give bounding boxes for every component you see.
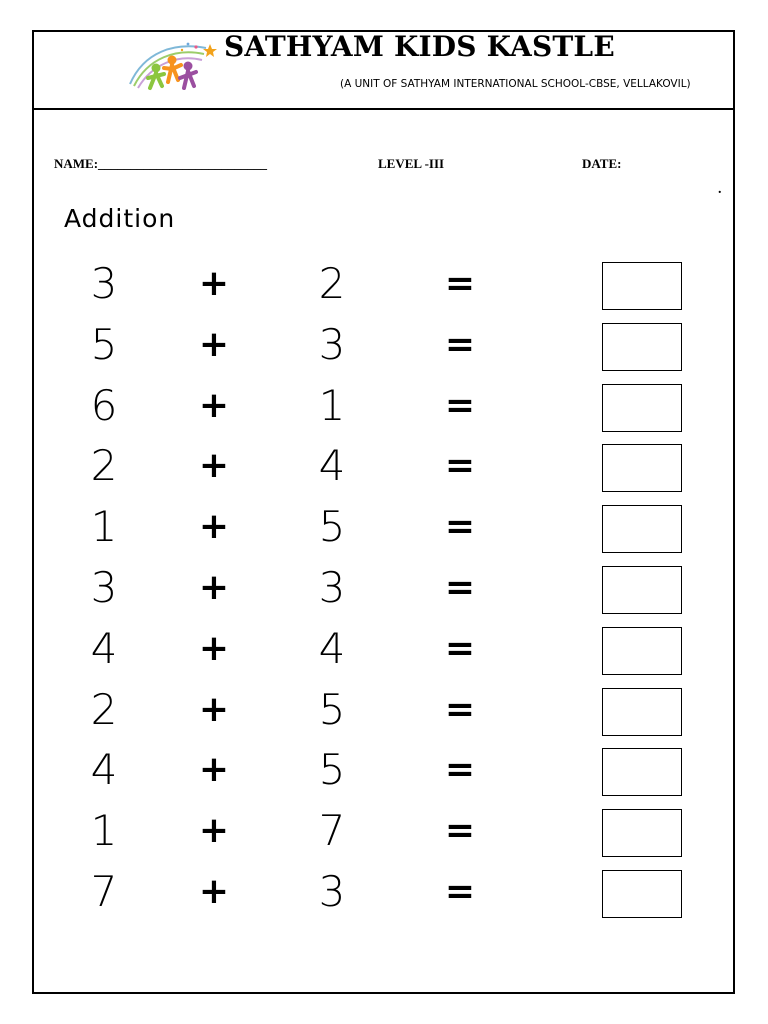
second-addend: 7 <box>318 806 346 856</box>
worksheet-page <box>32 30 735 994</box>
level-label: LEVEL -III <box>378 156 445 171</box>
first-addend: 3 <box>90 562 118 612</box>
plus-sign: + <box>198 566 230 608</box>
answer-box[interactable] <box>602 505 682 553</box>
answer-box[interactable] <box>602 323 682 371</box>
second-addend: 4 <box>318 441 346 491</box>
second-addend: 3 <box>318 866 346 916</box>
first-addend: 1 <box>90 502 118 552</box>
problem-row <box>34 497 733 558</box>
stray-dot: . <box>718 182 722 197</box>
second-addend: 1 <box>318 380 346 430</box>
problem-row <box>34 801 733 862</box>
answer-box[interactable] <box>602 627 682 675</box>
second-addend: 5 <box>318 684 346 734</box>
problem-row <box>34 680 733 741</box>
equals-sign: = <box>444 323 476 365</box>
answer-box[interactable] <box>602 566 682 614</box>
second-addend: 3 <box>318 319 346 369</box>
equals-sign: = <box>444 384 476 426</box>
first-addend: 5 <box>90 319 118 369</box>
problem-row <box>34 436 733 497</box>
first-addend: 3 <box>90 259 118 308</box>
problem-row <box>34 619 733 680</box>
problem-row <box>34 376 733 437</box>
equals-sign: = <box>444 263 476 304</box>
school-subtitle: (A UNIT OF SATHYAM INTERNATIONAL SCHOOL-CBSE, VELLAKOVIL) <box>340 78 691 90</box>
plus-sign: + <box>198 506 230 548</box>
equals-sign: = <box>444 688 476 730</box>
plus-sign: + <box>198 384 230 426</box>
plus-sign: + <box>198 263 230 304</box>
plus-sign: + <box>198 627 230 669</box>
plus-sign: + <box>198 688 230 730</box>
equals-sign: = <box>444 627 476 669</box>
second-addend: 5 <box>318 745 346 795</box>
problem-row <box>34 558 733 619</box>
worksheet-title: Addition <box>64 204 176 233</box>
answer-box[interactable] <box>602 262 682 310</box>
equals-sign: = <box>444 810 476 852</box>
first-addend: 4 <box>90 745 118 795</box>
school-name: SATHYAM KIDS KASTLE <box>224 30 615 63</box>
second-addend: 5 <box>318 502 346 552</box>
answer-box[interactable] <box>602 809 682 857</box>
answer-box[interactable] <box>602 384 682 432</box>
plus-sign: + <box>198 870 230 912</box>
first-addend: 4 <box>90 623 118 673</box>
plus-sign: + <box>198 810 230 852</box>
equals-sign: = <box>444 749 476 791</box>
plus-sign: + <box>198 323 230 365</box>
first-addend: 1 <box>90 806 118 856</box>
first-addend: 7 <box>90 866 118 916</box>
first-addend: 2 <box>90 441 118 491</box>
second-addend: 4 <box>318 623 346 673</box>
equals-sign: = <box>444 566 476 608</box>
plus-sign: + <box>198 445 230 487</box>
problem-row <box>34 254 733 315</box>
equals-sign: = <box>444 870 476 912</box>
problem-row <box>34 315 733 376</box>
worksheet-header <box>34 32 733 110</box>
answer-box[interactable] <box>602 870 682 918</box>
problem-row <box>34 862 733 923</box>
equals-sign: = <box>444 506 476 548</box>
problem-row <box>34 740 733 801</box>
answer-box[interactable] <box>602 688 682 736</box>
name-field[interactable]: NAME:__________________________ <box>54 156 268 171</box>
first-addend: 2 <box>90 684 118 734</box>
answer-box[interactable] <box>602 444 682 492</box>
equals-sign: = <box>444 445 476 487</box>
first-addend: 6 <box>90 380 118 430</box>
plus-sign: + <box>198 749 230 791</box>
second-addend: 3 <box>318 562 346 612</box>
children-stars-logo-icon <box>126 38 218 100</box>
date-field[interactable]: DATE: <box>582 156 622 171</box>
problem-list <box>34 254 733 923</box>
answer-box[interactable] <box>602 748 682 796</box>
second-addend: 2 <box>318 259 346 308</box>
